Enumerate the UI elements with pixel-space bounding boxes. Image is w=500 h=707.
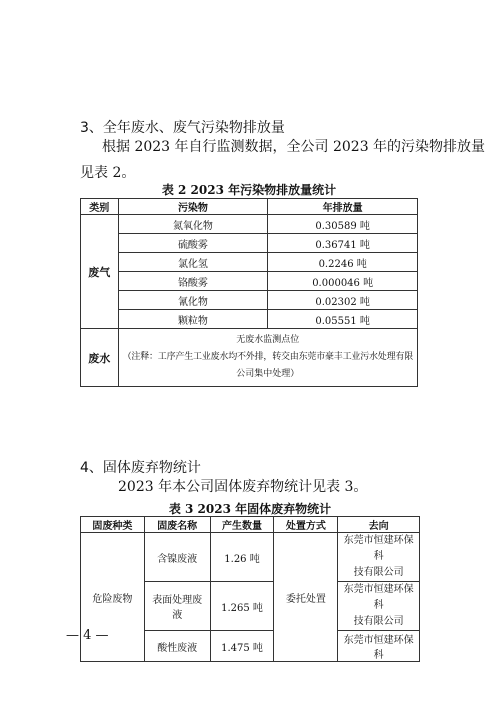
- waste-name-cell: 含镍废液: [144, 533, 210, 582]
- table-3-header-qty: 产生数量: [210, 517, 274, 533]
- table-2-header-amount: 年排放量: [268, 199, 418, 215]
- table-3-header-type: 固废种类: [81, 517, 145, 533]
- water-note-line1: 无废水监测点位: [236, 335, 300, 345]
- table-2-header-category: 类别: [81, 199, 119, 215]
- table-3-header-destination: 去向: [338, 517, 420, 533]
- section-3-paragraph-line2: 见表 2。: [80, 165, 136, 181]
- pollutant-cell: 氯化氢: [118, 253, 268, 272]
- water-note-line3: 公司集中处理）: [236, 369, 300, 379]
- destination-line1: 东莞市恒建环保科: [343, 535, 414, 562]
- destination-line2: 技有限公司: [353, 567, 404, 578]
- table-row: [81, 291, 418, 310]
- amount-cell: 0.36741 吨: [268, 234, 418, 253]
- destination-line1: 东莞市恒建环保科: [343, 635, 414, 661]
- pollutant-cell: 硫酸雾: [118, 234, 268, 253]
- destination-cell: [338, 533, 420, 582]
- section-4-paragraph: 2023 年本公司固体废弃物统计见表 3。: [118, 479, 368, 495]
- destination-cell: [338, 631, 420, 662]
- table-row: [81, 329, 418, 387]
- amount-cell: 0.2246 吨: [268, 253, 418, 272]
- table-row: [81, 253, 418, 272]
- table-3-header-name: 固废名称: [144, 517, 210, 533]
- amount-cell: 0.02302 吨: [268, 291, 418, 310]
- water-note-line2: （注释：工序产生工业废水均不外排，转交由东莞市豪丰工业污水处理有限: [122, 352, 413, 362]
- destination-line1: 东莞市恒建环保科: [343, 584, 414, 611]
- table-3-header-row: [81, 517, 420, 533]
- section-4-heading: 4、固体废弃物统计: [80, 460, 201, 476]
- amount-cell: 0.30589 吨: [268, 215, 418, 234]
- table-2-caption: 表 2 2023 年污染物排放量统计: [161, 183, 337, 197]
- section-3-paragraph-line1: 根据 2023 年自行监测数据，全公司 2023 年的污染物排放量: [102, 139, 486, 155]
- waste-name-cell: 酸性废液: [144, 631, 210, 662]
- table-3: [80, 516, 420, 662]
- table-row: [81, 310, 418, 329]
- water-category-cell: 废水: [81, 329, 119, 387]
- table-2-header-row: [81, 199, 418, 215]
- pollutant-cell: 氮氧化物: [118, 215, 268, 234]
- waste-category-cell: 危险废物: [81, 533, 145, 662]
- table-row: [81, 234, 418, 253]
- waste-qty-cell: 1.475 吨: [210, 631, 274, 662]
- table-3-caption: 表 3 2023 年固体废弃物统计: [168, 502, 332, 516]
- table-row: [81, 215, 418, 234]
- table-3-header-disposal: 处置方式: [274, 517, 338, 533]
- page-number: — 4 —: [66, 628, 109, 643]
- gas-category-cell: 废气: [81, 215, 119, 329]
- amount-cell: 0.05551 吨: [268, 310, 418, 329]
- waste-qty-cell: 1.265 吨: [210, 582, 274, 631]
- table-row: [81, 272, 418, 291]
- pollutant-cell: 颗粒物: [118, 310, 268, 329]
- table-row: [81, 533, 420, 582]
- table-2: [80, 198, 418, 387]
- destination-cell: [338, 582, 420, 631]
- water-note-cell: [118, 329, 417, 387]
- amount-cell: 0.000046 吨: [268, 272, 418, 291]
- pollutant-cell: 铬酸雾: [118, 272, 268, 291]
- destination-line2: 技有限公司: [353, 616, 404, 627]
- section-3-heading: 3、全年废水、废气污染物排放量: [80, 120, 285, 136]
- waste-name-cell: 表面处理废液: [144, 582, 210, 631]
- disposal-cell: 委托处置: [274, 533, 338, 662]
- table-2-header-pollutant: 污染物: [118, 199, 268, 215]
- waste-qty-cell: 1.26 吨: [210, 533, 274, 582]
- pollutant-cell: 氰化物: [118, 291, 268, 310]
